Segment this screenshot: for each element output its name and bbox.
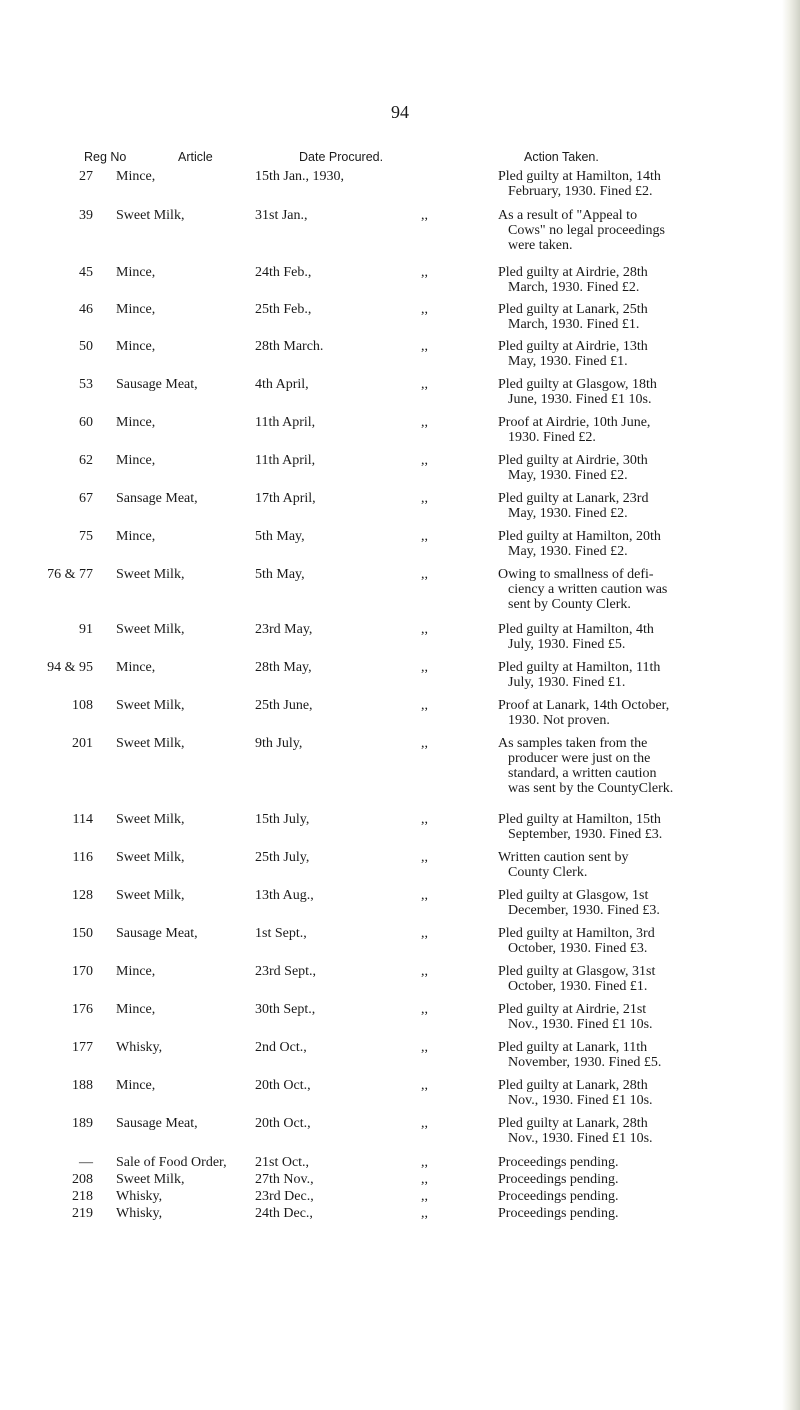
action-line: ciency a written caution was bbox=[508, 582, 668, 597]
action-taken bbox=[498, 208, 768, 253]
action-line: 1930. Fined £2. bbox=[508, 430, 596, 445]
date-procured: 23rd Dec., bbox=[255, 1189, 314, 1204]
article-name: Whisky, bbox=[116, 1206, 163, 1221]
date-procured: 25th Feb., bbox=[255, 302, 312, 317]
action-line: Nov., 1930. Fined £1 10s. bbox=[508, 1093, 653, 1108]
action-taken bbox=[498, 888, 768, 918]
action-line: June, 1930. Fined £1 10s. bbox=[508, 392, 652, 407]
action-line: As samples taken from the bbox=[498, 736, 648, 751]
ditto-mark: ,, bbox=[421, 302, 428, 317]
ditto-mark: ,, bbox=[421, 1189, 428, 1204]
ditto-mark: ,, bbox=[421, 1078, 428, 1093]
action-line: Pled guilty at Glasgow, 18th bbox=[498, 377, 657, 392]
article-name: Sausage Meat, bbox=[116, 377, 198, 392]
action-line: December, 1930. Fined £3. bbox=[508, 903, 660, 918]
action-line: Pled guilty at Lanark, 28th bbox=[498, 1116, 648, 1131]
action-line: Pled guilty at Hamilton, 11th bbox=[498, 660, 661, 675]
ditto-mark: ,, bbox=[421, 1206, 428, 1221]
date-procured: 27th Nov., bbox=[255, 1172, 314, 1187]
action-taken bbox=[498, 1002, 768, 1032]
article-name: Sweet Milk, bbox=[116, 850, 185, 865]
reg-number: 39 bbox=[79, 208, 93, 223]
date-procured: 1st Sept., bbox=[255, 926, 307, 941]
article-name: Sweet Milk, bbox=[116, 567, 185, 582]
reg-number: 114 bbox=[72, 812, 93, 827]
reg-number: 91 bbox=[79, 622, 93, 637]
reg-number: 201 bbox=[72, 736, 93, 751]
action-line: Nov., 1930. Fined £1 10s. bbox=[508, 1131, 653, 1146]
action-line: Proceedings pending. bbox=[498, 1155, 619, 1170]
action-taken bbox=[498, 529, 768, 559]
reg-number: — bbox=[79, 1155, 93, 1170]
action-taken bbox=[498, 1116, 768, 1146]
action-line: 1930. Not proven. bbox=[508, 713, 610, 728]
action-taken bbox=[498, 622, 768, 652]
ditto-mark: ,, bbox=[421, 567, 428, 582]
action-taken bbox=[498, 1078, 768, 1108]
ditto-mark: ,, bbox=[421, 208, 428, 223]
action-line: producer were just on the bbox=[508, 751, 651, 766]
date-procured: 11th April, bbox=[255, 415, 316, 430]
action-line: Pled guilty at Hamilton, 15th bbox=[498, 812, 661, 827]
action-line: Pled guilty at Airdrie, 30th bbox=[498, 453, 648, 468]
ditto-mark: ,, bbox=[421, 812, 428, 827]
ditto-mark: ,, bbox=[421, 964, 428, 979]
reg-number: 108 bbox=[72, 698, 93, 713]
date-procured: 20th Oct., bbox=[255, 1078, 311, 1093]
action-taken bbox=[498, 453, 768, 483]
reg-number: 76 & 77 bbox=[47, 567, 93, 582]
action-line: Proceedings pending. bbox=[498, 1189, 619, 1204]
action-taken bbox=[498, 302, 768, 332]
action-line: Pled guilty at Hamilton, 14th bbox=[498, 169, 661, 184]
action-taken bbox=[498, 1040, 768, 1070]
action-line: October, 1930. Fined £1. bbox=[508, 979, 648, 994]
action-taken bbox=[498, 567, 768, 612]
reg-number: 116 bbox=[72, 850, 93, 865]
reg-number: 75 bbox=[79, 529, 93, 544]
action-taken bbox=[498, 736, 768, 796]
article-name: Sweet Milk, bbox=[116, 812, 185, 827]
action-line: October, 1930. Fined £3. bbox=[508, 941, 648, 956]
date-procured: 30th Sept., bbox=[255, 1002, 316, 1017]
article-name: Sansage Meat, bbox=[116, 491, 198, 506]
article-name: Sausage Meat, bbox=[116, 1116, 198, 1131]
ditto-mark: ,, bbox=[421, 265, 428, 280]
reg-number: 150 bbox=[72, 926, 93, 941]
date-procured: 25th June, bbox=[255, 698, 313, 713]
date-procured: 2nd Oct., bbox=[255, 1040, 307, 1055]
action-line: Proof at Airdrie, 10th June, bbox=[498, 415, 651, 430]
action-line: Written caution sent by bbox=[498, 850, 629, 865]
ditto-mark: ,, bbox=[421, 926, 428, 941]
action-taken bbox=[498, 1172, 768, 1187]
reg-number: 50 bbox=[79, 339, 93, 354]
action-line: Pled guilty at Lanark, 11th bbox=[498, 1040, 648, 1055]
article-name: Mince, bbox=[116, 169, 156, 184]
date-procured: 20th Oct., bbox=[255, 1116, 311, 1131]
date-procured: 24th Dec., bbox=[255, 1206, 313, 1221]
article-name: Whisky, bbox=[116, 1189, 163, 1204]
date-procured: 13th Aug., bbox=[255, 888, 314, 903]
ditto-mark: ,, bbox=[421, 491, 428, 506]
action-taken bbox=[498, 812, 768, 842]
article-name: Mince, bbox=[116, 1002, 156, 1017]
date-procured: 5th May, bbox=[255, 567, 305, 582]
date-procured: 15th Jan., 1930, bbox=[255, 169, 345, 184]
action-line: Nov., 1930. Fined £1 10s. bbox=[508, 1017, 653, 1032]
action-line: May, 1930. Fined £2. bbox=[508, 506, 628, 521]
action-line: Pled guilty at Airdrie, 21st bbox=[498, 1002, 647, 1017]
reg-number: 177 bbox=[72, 1040, 93, 1055]
action-taken bbox=[498, 339, 768, 369]
action-line: Pled guilty at Hamilton, 20th bbox=[498, 529, 661, 544]
action-line: Cows" no legal proceedings bbox=[508, 223, 665, 238]
action-line: Pled guilty at Glasgow, 31st bbox=[498, 964, 656, 979]
reg-number: 128 bbox=[72, 888, 93, 903]
action-line: standard, a written caution bbox=[508, 766, 657, 781]
article-name: Mince, bbox=[116, 339, 156, 354]
ditto-mark: ,, bbox=[421, 377, 428, 392]
date-procured: 15th July, bbox=[255, 812, 310, 827]
ditto-mark: ,, bbox=[421, 415, 428, 430]
date-procured: 11th April, bbox=[255, 453, 316, 468]
action-taken bbox=[498, 169, 768, 199]
action-taken bbox=[498, 926, 768, 956]
action-taken bbox=[498, 1155, 768, 1170]
action-line: Proceedings pending. bbox=[498, 1172, 619, 1187]
reg-number: 45 bbox=[79, 265, 93, 280]
article-name: Sale of Food Order, bbox=[116, 1155, 227, 1170]
ditto-mark: ,, bbox=[421, 736, 428, 751]
reg-number: 176 bbox=[72, 1002, 93, 1017]
reg-number: 219 bbox=[72, 1206, 93, 1221]
ditto-mark: ,, bbox=[421, 339, 428, 354]
article-name: Sausage Meat, bbox=[116, 926, 198, 941]
article-name: Mince, bbox=[116, 265, 156, 280]
action-taken bbox=[498, 698, 768, 728]
header-action-taken: Action Taken. bbox=[524, 150, 599, 164]
action-line: Pled guilty at Lanark, 28th bbox=[498, 1078, 648, 1093]
article-name: Sweet Milk, bbox=[116, 208, 185, 223]
action-line: Pled guilty at Glasgow, 1st bbox=[498, 888, 649, 903]
action-line: July, 1930. Fined £5. bbox=[508, 637, 626, 652]
action-line: May, 1930. Fined £2. bbox=[508, 468, 628, 483]
action-taken bbox=[498, 1206, 768, 1221]
ditto-mark: ,, bbox=[421, 453, 428, 468]
action-line: Proceedings pending. bbox=[498, 1206, 619, 1221]
date-procured: 31st Jan., bbox=[255, 208, 308, 223]
reg-number: 27 bbox=[79, 169, 93, 184]
article-name: Sweet Milk, bbox=[116, 736, 185, 751]
action-line: were taken. bbox=[508, 238, 573, 253]
action-taken bbox=[498, 1189, 768, 1204]
header-article: Article bbox=[178, 150, 213, 164]
date-procured: 28th March. bbox=[255, 339, 324, 354]
reg-number: 46 bbox=[79, 302, 93, 317]
article-name: Sweet Milk, bbox=[116, 888, 185, 903]
date-procured: 28th May, bbox=[255, 660, 312, 675]
date-procured: 17th April, bbox=[255, 491, 316, 506]
action-line: Pled guilty at Airdrie, 28th bbox=[498, 265, 648, 280]
action-line: County Clerk. bbox=[508, 865, 588, 880]
reg-number: 189 bbox=[72, 1116, 93, 1131]
action-line: sent by County Clerk. bbox=[508, 597, 631, 612]
ditto-mark: ,, bbox=[421, 1116, 428, 1131]
action-line: Pled guilty at Hamilton, 3rd bbox=[498, 926, 655, 941]
date-procured: 24th Feb., bbox=[255, 265, 312, 280]
action-line: July, 1930. Fined £1. bbox=[508, 675, 626, 690]
article-name: Mince, bbox=[116, 1078, 156, 1093]
action-line: March, 1930. Fined £1. bbox=[508, 317, 640, 332]
reg-number: 60 bbox=[79, 415, 93, 430]
date-procured: 23rd Sept., bbox=[255, 964, 317, 979]
action-line: was sent by the CountyClerk. bbox=[508, 781, 674, 796]
date-procured: 4th April, bbox=[255, 377, 309, 392]
article-name: Mince, bbox=[116, 415, 156, 430]
ditto-mark: ,, bbox=[421, 1155, 428, 1170]
ditto-mark: ,, bbox=[421, 1172, 428, 1187]
action-line: September, 1930. Fined £3. bbox=[508, 827, 663, 842]
header-date-procured: Date Procured. bbox=[299, 150, 384, 164]
page-number: 94 bbox=[391, 102, 409, 122]
action-taken bbox=[498, 415, 768, 445]
action-taken bbox=[498, 660, 768, 690]
article-name: Mince, bbox=[116, 964, 156, 979]
action-line: March, 1930. Fined £2. bbox=[508, 280, 640, 295]
date-procured: 21st Oct., bbox=[255, 1155, 310, 1170]
article-name: Sweet Milk, bbox=[116, 622, 185, 637]
action-taken bbox=[498, 964, 768, 994]
article-name: Sweet Milk, bbox=[116, 698, 185, 713]
article-name: Mince, bbox=[116, 453, 156, 468]
ditto-mark: ,, bbox=[421, 622, 428, 637]
action-taken bbox=[498, 491, 768, 521]
reg-number: 62 bbox=[79, 453, 93, 468]
ditto-mark: ,, bbox=[421, 888, 428, 903]
article-name: Mince, bbox=[116, 660, 156, 675]
ditto-mark: ,, bbox=[421, 698, 428, 713]
action-line: November, 1930. Fined £5. bbox=[508, 1055, 662, 1070]
action-line: Pled guilty at Hamilton, 4th bbox=[498, 622, 654, 637]
action-line: May, 1930. Fined £1. bbox=[508, 354, 628, 369]
reg-number: 218 bbox=[72, 1189, 93, 1204]
article-name: Mince, bbox=[116, 302, 156, 317]
reg-number: 53 bbox=[79, 377, 93, 392]
header-reg-no: Reg No bbox=[84, 150, 127, 164]
action-line: Owing to smallness of defi- bbox=[498, 567, 654, 582]
reg-number: 188 bbox=[72, 1078, 93, 1093]
ditto-mark: ,, bbox=[421, 850, 428, 865]
article-name: Whisky, bbox=[116, 1040, 163, 1055]
action-line: February, 1930. Fined £2. bbox=[508, 184, 653, 199]
action-line: Pled guilty at Lanark, 25th bbox=[498, 302, 648, 317]
ditto-mark: ,, bbox=[421, 1040, 428, 1055]
action-taken bbox=[498, 850, 768, 880]
article-name: Sweet Milk, bbox=[116, 1172, 185, 1187]
action-line: Proof at Lanark, 14th October, bbox=[498, 698, 670, 713]
reg-number: 94 & 95 bbox=[47, 660, 93, 675]
ditto-mark: ,, bbox=[421, 660, 428, 675]
date-procured: 5th May, bbox=[255, 529, 305, 544]
ditto-mark: ,, bbox=[421, 529, 428, 544]
action-line: May, 1930. Fined £2. bbox=[508, 544, 628, 559]
action-line: As a result of "Appeal to bbox=[498, 208, 638, 223]
article-name: Mince, bbox=[116, 529, 156, 544]
ditto-mark: ,, bbox=[421, 1002, 428, 1017]
action-taken bbox=[498, 377, 768, 407]
date-procured: 9th July, bbox=[255, 736, 303, 751]
action-line: Pled guilty at Airdrie, 13th bbox=[498, 339, 648, 354]
action-taken bbox=[498, 265, 768, 295]
reg-number: 208 bbox=[72, 1172, 93, 1187]
reg-number: 170 bbox=[72, 964, 93, 979]
action-line: Pled guilty at Lanark, 23rd bbox=[498, 491, 649, 506]
date-procured: 23rd May, bbox=[255, 622, 313, 637]
date-procured: 25th July, bbox=[255, 850, 310, 865]
reg-number: 67 bbox=[79, 491, 93, 506]
